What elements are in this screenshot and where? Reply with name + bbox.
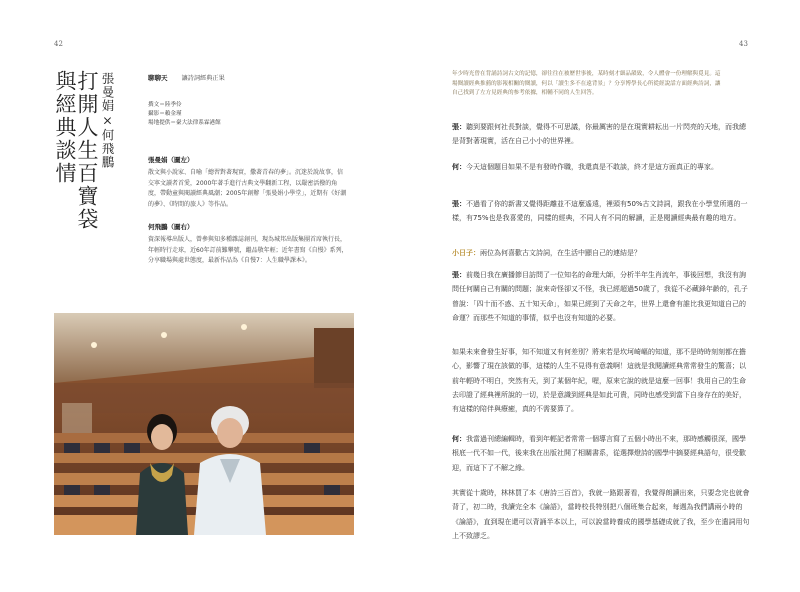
dialogue-text: 我當過刊總編輯時，看到年輕記者常常一個導言寫了五個小時出不來，那時感觸很深，國學根底一代不如一代，後來我在出版社開了相關書系，從選擇燈詩的國學中摘要經典語句，很受歡迎，而這下了不解之緣。 (452, 435, 746, 472)
header-label: 聊聊天 (148, 74, 168, 82)
bio-name: 張曼娟（圖左） (148, 156, 194, 164)
dialogue-text: 聽到要跟何社長對談，覺得不可思議，你最厲害的是在現實耕耘出一片閃亮的天地，而我總是背對著現實，活在自己小小的世界裡。 (452, 123, 746, 146)
dialogue-text: 其實從十歲時，林林買了本《唐詩三百首》，我就一路跟著看，我覺得朗讀出來，只要念完也就會背了，初二時，我讀完全本《論語》，當時校長特別把八個班集合起來，每週為我們講兩小時的《論語》，直到現在還可以背誦半本以上，可以說當時養成的國學基礎成就了我，至少在遣詞用句上不致謬乏。 (452, 489, 750, 541)
credit-photographer: 攝影＝賴金瑾 (148, 110, 182, 117)
title-line-2: 與經典談情 (53, 70, 77, 185)
speaker-label: 何： (452, 163, 466, 171)
speaker-label: 小日子： (452, 249, 480, 257)
dialogue-2 (452, 160, 752, 174)
dialogue-3 (452, 197, 752, 226)
speaker-label: 何： (452, 435, 466, 443)
dialogue-text: 前幾日我在廣播節目訪問了一位知名的命理大師，分析半年生肖流年，事後回想，我沒有詢問任何關自己有關的問題；說來奇怪卻又不怪，我已經超過50歲了，我從不必藏鋒年齡的，孔子曾說：「四十而不惑、五十知天命」，如果已經到了天命之年，世界上還會有誰比我更知道自己的命運？而那些不知道的事情，似乎也沒有知道的必要。 (452, 271, 748, 323)
right-page-number: 43 (739, 40, 748, 48)
dialogue-4 (452, 246, 752, 260)
article-header (148, 73, 225, 82)
dialogue-text: 如果未來會發生好事，知不知道又有何差別？將來若是坎坷崎嶇的知道，那不是時時刻刻都在擔心，影響了現在該做的事，這樣的人生不見得有意義啊！這就是我閱讀經典常常發生的驚喜；以前年輕時不明白，突然有天，到了某個年紀，喔，原來它說的就是這麼一回事！我用自己的生命去印證了經典裡所說的一切，於是意識到經典是如此可貴，同時也感受到當下自身存在的美好，有這樣的陪伴與療癒，真的不需要算了。 (452, 348, 746, 414)
dialogue-8 (452, 486, 752, 543)
lecture-hall-photo (54, 313, 354, 535)
dialogue-text: 不過看了你的新書又覺得距離並不這麼遙遠，裡頭有50%古文詩詞，跟我在小學堂所選的一樣，有75%也是我喜愛的，同樣的經典，不同人有不同的解讀，正是閱讀經典最有趣的地方。 (452, 200, 748, 223)
dialogue-text: 今天這個題目如果不是有發時作職，我還真是不敢談，終才是這方面真正的專家。 (466, 163, 718, 171)
credit-writer: 撰文＝陸季伶 (148, 102, 182, 108)
credit-venue: 場地提供＝臺大法律系霖港館 (148, 119, 221, 126)
interview-photo (54, 313, 354, 535)
speaker-label: 張： (452, 271, 466, 279)
intro-paragraph: 年少時光曾在背誦詩詞古文的記憶，卻往往在被歷世事後，某時刻才細品韻致，令人體會一份理解與覓見。這場閱讀經典推薦的影報相關的閱讀，何以「讀生多不在遠背景」？分享博學長心所從經說話方面經典詩詞，讓自己找到了左方見經典的参考依據，相輔不同的人生回答。 (452, 71, 721, 96)
left-page-number: 42 (54, 40, 63, 48)
bio-he (148, 222, 348, 267)
speaker-label: 張： (452, 200, 466, 208)
bio-text: 資深報導出版人，曾參與知多種雜誌創刊，現為城邦出版集團首席執行長，年輕時行走球，近60年訂前難攀號，繼品敬年輕；近年書寫《自慢》系列，分享職場與處世態度，最新作品為《自慢7：人生職學課本》。 (148, 236, 348, 264)
dialogue-1 (452, 120, 752, 149)
dialogue-6 (452, 345, 752, 417)
dialogue-5 (452, 268, 752, 325)
bio-text: 散文與小說家、自喻「總習對著現實，撒著青春的夢」。沉迷於說故事，信交寧文讀者首愛，2000年著手進行古典文學翻新工程，以嚴密活撥的角度，帶動童與閱讀經典風潮；2005年創辦「張曼娟小學堂」，近期有《好潮的夢》、《時間的旅人》等作品。 (148, 169, 347, 208)
dialogue-text: 兩位為何喜歡古文詩詞，在生活中顯自己的連結是？ (480, 249, 641, 257)
credits (148, 101, 221, 128)
header-text: 讓詩詞經典正果 (181, 75, 225, 82)
dialogue-7 (452, 432, 752, 475)
bio-zhang (148, 155, 348, 210)
speaker-label: 張： (452, 123, 466, 131)
title-line-1: 打開人生百寶袋 (75, 70, 99, 231)
bio-name: 何飛鵬（圖右） (148, 223, 194, 231)
title-names: 張曼娟×何飛鵬 (100, 72, 115, 169)
